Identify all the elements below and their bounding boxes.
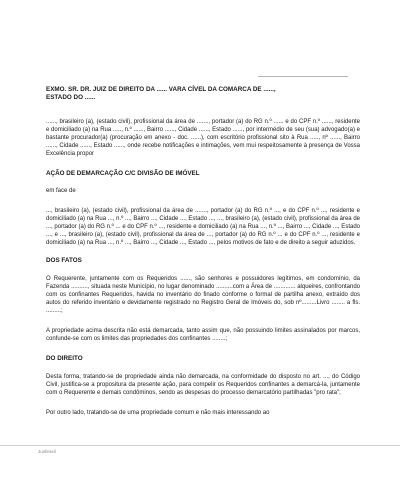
plaintiff-qualification-paragraph: ......, brasileiro (a), (estado civil), profissional da área de ......., portador (a) do RG n.º ...... e do CPF n.º ......, residente e domiciliado (a) na Rua ....., n.º ......, Bairro ......, Cidade ......, Estado ......, por intermédio de seu (sua) advogado(a) e bastante procurador(a) (procuração em anexo - doc. ......), com escritório profissional sito à Rua ....., nº ......, Bairro ......, Cidade ......, Estado ......, onde recebe notificações e intimações, vem mui respeitosamente à presença de Vossa Excelência propor [46, 119, 360, 158]
footer-bar [0, 445, 400, 500]
defendants-qualification-paragraph: ..., brasileiro (a), (estado civil), profissional da área de ......., portador (a) do RG n.º ..., e do CPF n.º ..., residente e domiciliado (a) na Rua ..., n.º ..., Bairro ..., Cidade ..., Estado ..., ..., brasileiro (a), (estado civil), profissional da área de ..., portador (a) do RG n.º ... e do CPF n.º ..., residente e domiciliado (a) na Rua ..., n.º ..., Bairro ..., Cidade ..., Estado ..., e ..., brasileiro (a), (estado civil), profissional da área de ..., portador (a) do RG n.º ... e do CPF n.º ..., residente e domiciliado (a) na Rua ..., n.º ..., Bairro ..., Cidade ..., Estado ..., pelos motivos de fato e de direito a seguir aduzidos. [46, 207, 360, 246]
law-paragraph-1: Desta forma, tratando-se de propriedade ainda não demarcada, na conformidade do disposto no art. ..., do Código Civil, justifica-se a propositura da presente ação, para compelir os Requeridos confinantes a demarcá-la, juntamente com o Requerente e demais condôminos, sendo as despesas do processo demarcatório partilhadas "pro rata"; [46, 374, 360, 397]
court-address-line-1: EXMO. SR. DR. JUIZ DE DIREITO DA ...... VARA CÍVEL DA COMARCA DE ......, [46, 86, 276, 93]
court-address-line-2: ESTADO DO ...... [46, 94, 96, 102]
facts-paragraph-1: O Requerente, juntamente com os Requeridos ......, são senhores e possuidores legítimos, em condomínio, da Fazenda .........., situada neste Município, no lugar denominado ..........com a Área de ............. alqueires, confrontando com os confinantes Requeridos, havida no inventário do finado conforme o formal de partilha anexo, extraído dos autos do referido inventário e devidamente registrado no Registro Geral de Imóveis do, sob nº.........Livro ........ a fls. .........; [46, 275, 360, 314]
court-address-heading [46, 86, 360, 102]
footer-brand-text: Jusbrasil [38, 449, 56, 454]
section-heading-law: DO DIREITO [46, 354, 83, 362]
facts-paragraph-2: A propriedade acima descrita não está demarcada, tanto assim que, não possuindo limites assinalados por marcos, confunde-se com os limites das propriedades dos confinantes ........; [46, 327, 360, 342]
em-face-de-text: em face de [46, 187, 76, 194]
signature-line-divider [258, 76, 348, 77]
section-heading-facts: DOS FATOS [46, 256, 82, 264]
action-title: AÇÃO DE DEMARCAÇÃO C/C DIVISÃO DE IMÓVEL [46, 170, 200, 178]
document-body [46, 86, 360, 417]
law-paragraph-2: Por outro lado, tratando-se de uma propriedade comum e não mais interessando ao [46, 410, 270, 417]
